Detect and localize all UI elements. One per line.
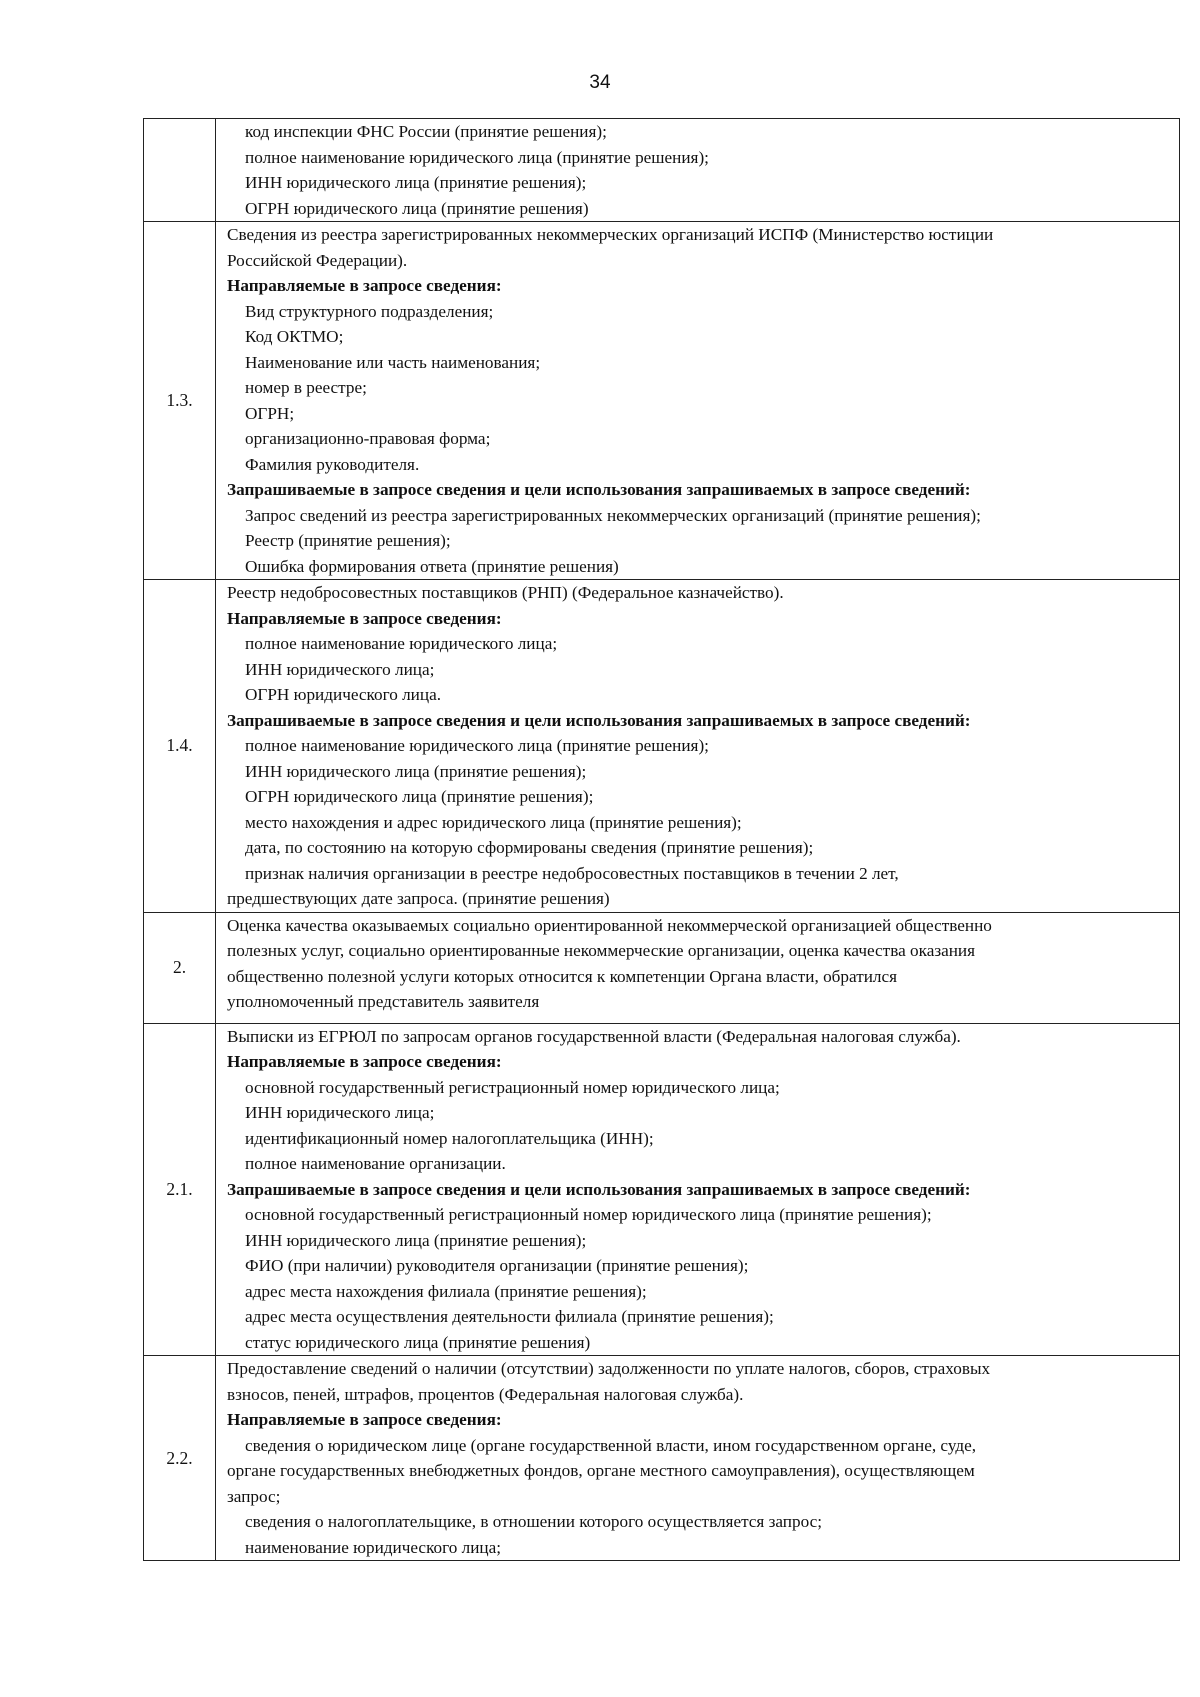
text-line: Код ОКТМО; — [245, 327, 344, 346]
text-line: признак наличия организации в реестре недобросовестных поставщиков в течении 2 лет, — [245, 863, 899, 883]
text-line: ОГРН юридического лица (принятие решения) — [245, 198, 589, 218]
row-number-cell: 1.4. — [144, 580, 216, 913]
requirements-table — [143, 118, 1180, 1561]
text-line: код инспекции ФНС России (принятие решения); — [245, 122, 607, 141]
row-number-cell — [144, 119, 216, 222]
text-line: полное наименование юридического лица (принятие решения); — [245, 147, 709, 167]
section-heading: Направляемые в запросе сведения: — [227, 1410, 502, 1429]
text-line: полезных услуг, социально ориентированные некоммерческие организации, оценка качества оказания — [227, 941, 976, 960]
text-line: дата, по состоянию на которую сформированы сведения (принятие решения); — [245, 838, 814, 857]
text-line: общественно полезной услуги которых относится к компетенции Органа власти, обратился — [227, 966, 898, 986]
text-line: ИНН юридического лица; — [245, 1103, 435, 1122]
text-line: Фамилия руководителя. — [245, 454, 420, 474]
page-number: 34 — [589, 72, 611, 93]
text-line: Оценка качества оказываемых социально ориентированной некоммерческой организацией общественно — [227, 915, 992, 935]
text-line: Сведения из реестра зарегистрированных некоммерческих организаций ИСПФ (Министерство юстиции — [227, 225, 994, 244]
text-line: Ошибка формирования ответа (принятие решения) — [245, 556, 619, 576]
text-line: сведения о налогоплательщике, в отношении которого осуществляется запрос; — [245, 1512, 823, 1531]
table-row — [144, 222, 1180, 580]
text-line: организационно-правовая форма; — [245, 429, 491, 448]
text-line: ОГРН юридического лица. — [245, 685, 442, 704]
row-content-cell — [216, 1356, 1180, 1561]
section-heading: Направляемые в запросе сведения: — [227, 608, 502, 628]
text-line: ФИО (при наличии) руководителя организации (принятие решения); — [245, 1256, 749, 1275]
text-line: полное наименование юридического лица; — [245, 634, 558, 653]
text-line: основной государственный регистрационный номер юридического лица; — [245, 1077, 780, 1097]
text-line: органе государственных внебюджетных фондов, органе местного самоуправления), осуществляющем — [227, 1461, 975, 1480]
text-line: идентификационный номер налогоплательщика (ИНН); — [245, 1128, 654, 1148]
text-line: полное наименование юридического лица (принятие решения); — [245, 736, 709, 755]
table-row — [144, 912, 1180, 1023]
section-heading: Направляемые в запросе сведения: — [227, 276, 502, 295]
section-heading: Запрашиваемые в запросе сведения и цели использования запрашиваемых в запросе сведений: — [227, 480, 971, 499]
text-line: Запрос сведений из реестра зарегистрированных некоммерческих организаций (принятие решения); — [245, 505, 981, 525]
text-line: ОГРН; — [245, 403, 295, 423]
row-content-cell — [216, 119, 1180, 222]
text-line: запрос; — [227, 1486, 281, 1506]
text-line: наименование юридического лица; — [245, 1537, 502, 1557]
text-line: предшествующих дате запроса. (принятие решения) — [227, 889, 610, 908]
table-row — [144, 580, 1180, 913]
table-row — [144, 1023, 1180, 1356]
text-line: Российской Федерации). — [227, 250, 408, 270]
text-line: адрес места осуществления деятельности филиала (принятие решения); — [245, 1307, 774, 1326]
text-line: ИНН юридического лица (принятие решения); — [245, 1230, 587, 1250]
text-line: ОГРН юридического лица (принятие решения); — [245, 787, 594, 806]
row-spacer — [227, 1015, 1173, 1023]
text-line: взносов, пеней, штрафов, процентов (Федеральная налоговая служба). — [227, 1384, 744, 1404]
text-line: полное наименование организации. — [245, 1154, 506, 1173]
table-row — [144, 1356, 1180, 1561]
text-line: Вид структурного подразделения; — [245, 301, 494, 321]
section-heading: Направляемые в запросе сведения: — [227, 1052, 502, 1071]
text-line: ИНН юридического лица (принятие решения); — [245, 761, 587, 781]
table-row — [144, 119, 1180, 222]
table-body — [144, 119, 1180, 1561]
row-content-cell — [216, 912, 1180, 1023]
row-number-cell: 2.1. — [144, 1023, 216, 1356]
row-number-cell: 2.2. — [144, 1356, 216, 1561]
text-line: ИНН юридического лица (принятие решения); — [245, 173, 587, 192]
section-heading: Запрашиваемые в запросе сведения и цели использования запрашиваемых в запросе сведений: — [227, 1179, 971, 1199]
text-line: Наименование или часть наименования; — [245, 352, 541, 372]
text-line: статус юридического лица (принятие решения) — [245, 1332, 591, 1352]
row-number-cell: 2. — [144, 912, 216, 1023]
text-line: адрес места нахождения филиала (принятие решения); — [245, 1281, 647, 1301]
text-line: Реестр (принятие решения); — [245, 531, 451, 550]
section-heading: Запрашиваемые в запросе сведения и цели использования запрашиваемых в запросе сведений: — [227, 710, 971, 730]
text-line: Реестр недобросовестных поставщиков (РНП) (Федеральное казначейство). — [227, 583, 784, 602]
row-content-cell — [216, 1023, 1180, 1356]
row-content-cell — [216, 222, 1180, 580]
text-line: уполномоченный представитель заявителя — [227, 992, 540, 1011]
text-line: основной государственный регистрационный номер юридического лица (принятие решения); — [245, 1205, 932, 1224]
row-number-cell: 1.3. — [144, 222, 216, 580]
text-line: Предоставление сведений о наличии (отсутствии) задолженности по уплате налогов, сборов, страховых — [227, 1359, 991, 1378]
text-line: ИНН юридического лица; — [245, 659, 435, 679]
text-line: сведения о юридическом лице (органе государственной власти, ином государственном органе, суде, — [245, 1435, 977, 1455]
text-line: номер в реестре; — [245, 378, 367, 397]
text-line: место нахождения и адрес юридического лица (принятие решения); — [245, 812, 742, 832]
row-content-cell — [216, 580, 1180, 913]
text-line: Выписки из ЕГРЮЛ по запросам органов государственной власти (Федеральная налоговая служба). — [227, 1026, 961, 1046]
